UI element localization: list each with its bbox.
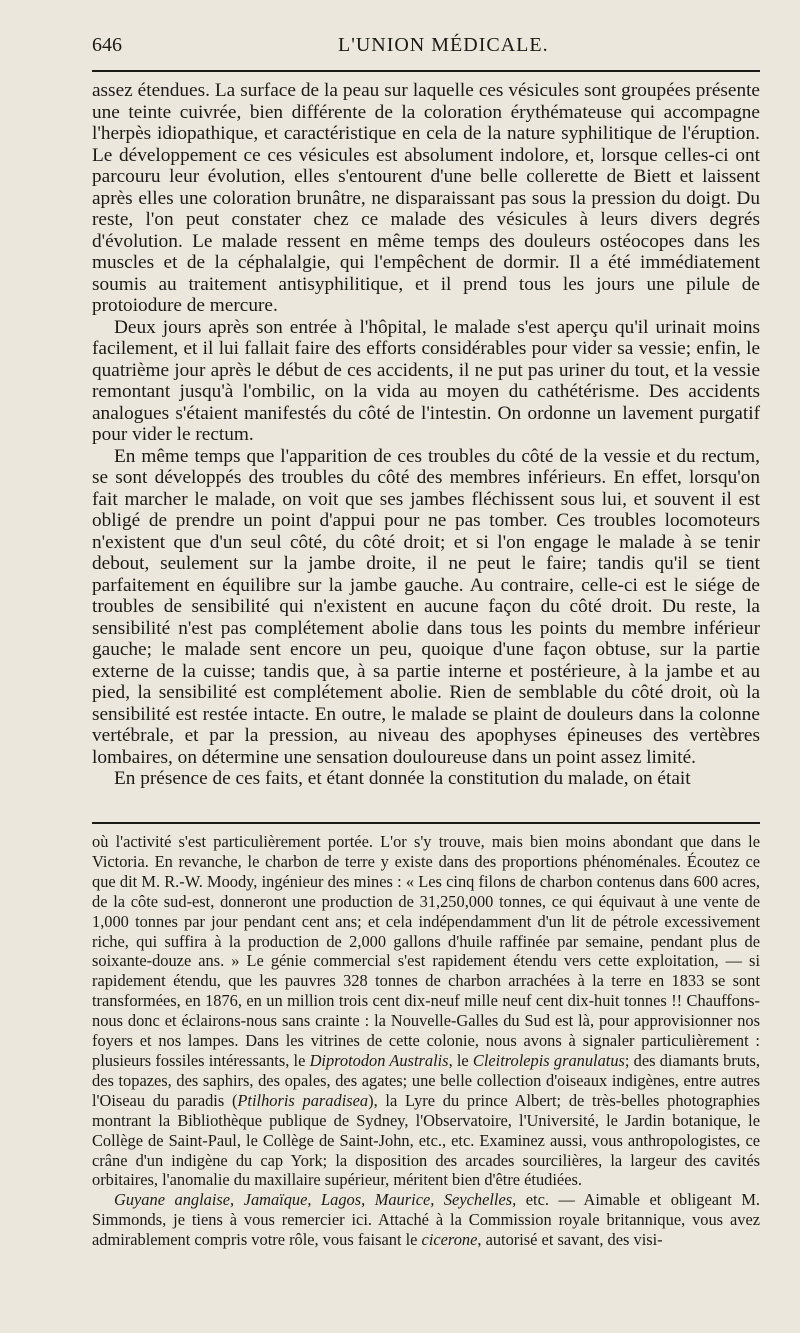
- text-run: , autorisé et savant, des visi-: [477, 1230, 663, 1250]
- feuilleton-rule: [92, 822, 760, 824]
- italic-run: Diprotodon Australis: [309, 1050, 449, 1070]
- paragraph: En présence de ces faits, et étant donnée la constitution du malade, on était: [114, 768, 691, 789]
- italic-run: Cleitrolepis granulatus: [472, 1050, 625, 1070]
- text-run: etc. — Aimable et obligeant M. Simmonds, je tiens à vous remercier ici. Attaché à la Commission royale britannique, vous avez admirablement compris votre rôle, vous faisant le: [92, 1190, 760, 1250]
- text-run: ), la Lyre du prince Albert; de très-belles photographies montrant la Bibliothèque publique de Sydney, l'Observatoire, l'Université, le Jardin botanique, le Collège de Saint-Paul, le Collège de Saint-John, etc., etc. Examinez aussi, vous anthropologistes, ce crâne d'un indigène du cap York; la disposition des arcades sourcilières, la largeur des cavités orbitaires, l'anomalie du maxillaire supérieur, méritent bien d'être étudiées.: [92, 1090, 760, 1190]
- main-text: [92, 80, 760, 790]
- header-rule: [92, 70, 760, 72]
- page-header: [92, 30, 762, 62]
- italic-run: Ptilhoris paradisea: [237, 1090, 369, 1110]
- italic-run: Guyane anglaise, Jamaïque, Lagos, Maurice, Seychelles,: [114, 1190, 517, 1210]
- text-run: , le: [448, 1050, 473, 1070]
- feuilleton-paragraph: [92, 832, 760, 1190]
- running-title: L'UNION MÉDICALE.: [338, 34, 549, 56]
- page-number: 646: [92, 34, 122, 56]
- feuilleton-paragraph: [92, 1190, 760, 1250]
- paragraph: En même temps que l'apparition de ces troubles du côté de la vessie et du rectum, se sont développés des troubles du côté des membres inférieurs. En effet, lorsqu'on fait marcher le malade, on voit que ses jambes fléchissent sous lui, et souvent il est obligé de prendre un point d'appui pour ne pas tomber. Ces troubles locomoteurs n'existent que d'un seul côté, du côté droit; et si l'on engage le malade à se tenir debout, seulement sur la jambe droite, il ne peut le faire; tandis qu'il se tient parfaitement en équilibre sur la jambe gauche. Au contraire, celle-ci est le siége de troubles de sensibilité qui n'existent en aucune façon du côté droit. Du reste, la sensibilité n'est pas complétement abolie dans tous les points du membre inférieur gauche; le malade sent encore un peu, quoique d'une façon obtuse, sur la partie externe de la cuisse; tandis que, à sa partie interne et postérieure, à la jambe et au pied, la sensibilité est complétement abolie. Rien de semblable du côté droit, où la sensibilité est restée intacte. En outre, le malade se plaint de douleurs dans la colonne vertébrale, et par la pression, au niveau des apophyses épineuses des vertèbres lombaires, on détermine une sensation douloureuse dans un point assez limité.: [92, 445, 760, 768]
- text-run: ; des diamants bruts, des topazes, des saphirs, des opales, des agates; une belle collection d'oiseaux indigènes, entre autres l'Oiseau du paradis (: [92, 1050, 760, 1110]
- paragraph: assez étendues. La surface de la peau sur laquelle ces vésicules sont groupées présente une teinte cuivrée, bien différente de la coloration érythémateuse qui accompagne l'herpès idiopathique, et caractéristique en cela de la nature syphilitique de l'éruption. Le développement ce ces vésicules est absolument indolore, et, lorsque celles-ci ont parcouru leur évolution, elles s'entourent d'une belle collerette de Biett et laissent après elles une coloration brunâtre, ne disparaissant pas sous la pression du doigt. Du reste, l'on peut constater chez ce malade des vésicules à leurs divers degrés d'évolution. Le malade ressent en même temps des douleurs ostéocopes dans les muscles et de la céphalalgie, qui l'empêchent de dormir. Il a été immédiatement soumis au traitement antisyphilitique, et il prend tous les jours une pilule de protoiodure de mercure.: [92, 80, 760, 316]
- italic-run: cicerone: [421, 1230, 478, 1250]
- text-run: où l'activité s'est particulièrement portée. L'or s'y trouve, mais bien moins abondant que dans le Victoria. En revanche, le charbon de terre y existe dans des proportions phénoménales. Écoutez ce que dit M. R.-W. Moody, ingénieur des mines : « Les cinq filons de charbon contenus dans 600 acres, de la côte sud-est, donneront une production de 31,250,000 tonnes, ce qui équivaut à une vente de 1,000 tonnes par jour pendant cent ans; et cela indépendamment d'un lit de pétrole excessivement riche, qui suffira à la production de 2,000 gallons d'huile raffinée par semaine, pendant plus de soixante-douze ans. » Le génie commercial s'est rapidement étendu vers cette exploitation, — si rapidement étendu, que les pauvres 328 tonnes de charbon arrachées à la terre en 1833 se sont transformées, en 1876, en un million trois cent dix-neuf mille neuf cent dix-huit tonnes !! Chauffons-nous donc et éclairons-nous sans crainte : la Nouvelle-Galles du Sud est là, pour approvisionner nos foyers et nos lampes. Dans les vitrines de cette colonie, nous avons à signaler particulièrement : plusieurs fossiles intéressants, le: [92, 832, 760, 1070]
- feuilleton-text: [92, 832, 760, 1250]
- paragraph: Deux jours après son entrée à l'hôpital, le malade s'est aperçu qu'il urinait moins facilement, et il lui fallait faire des efforts considérables pour vider sa vessie; enfin, le quatrième jour après le début de ces accidents, il ne put pas uriner du tout, et la vessie remontant jusqu'à l'ombilic, on la vida au moyen du cathétérisme. Des accidents analogues s'étaient manifestés du côté de l'intestin. On ordonne un lavement purgatif pour vider le rectum.: [92, 316, 760, 445]
